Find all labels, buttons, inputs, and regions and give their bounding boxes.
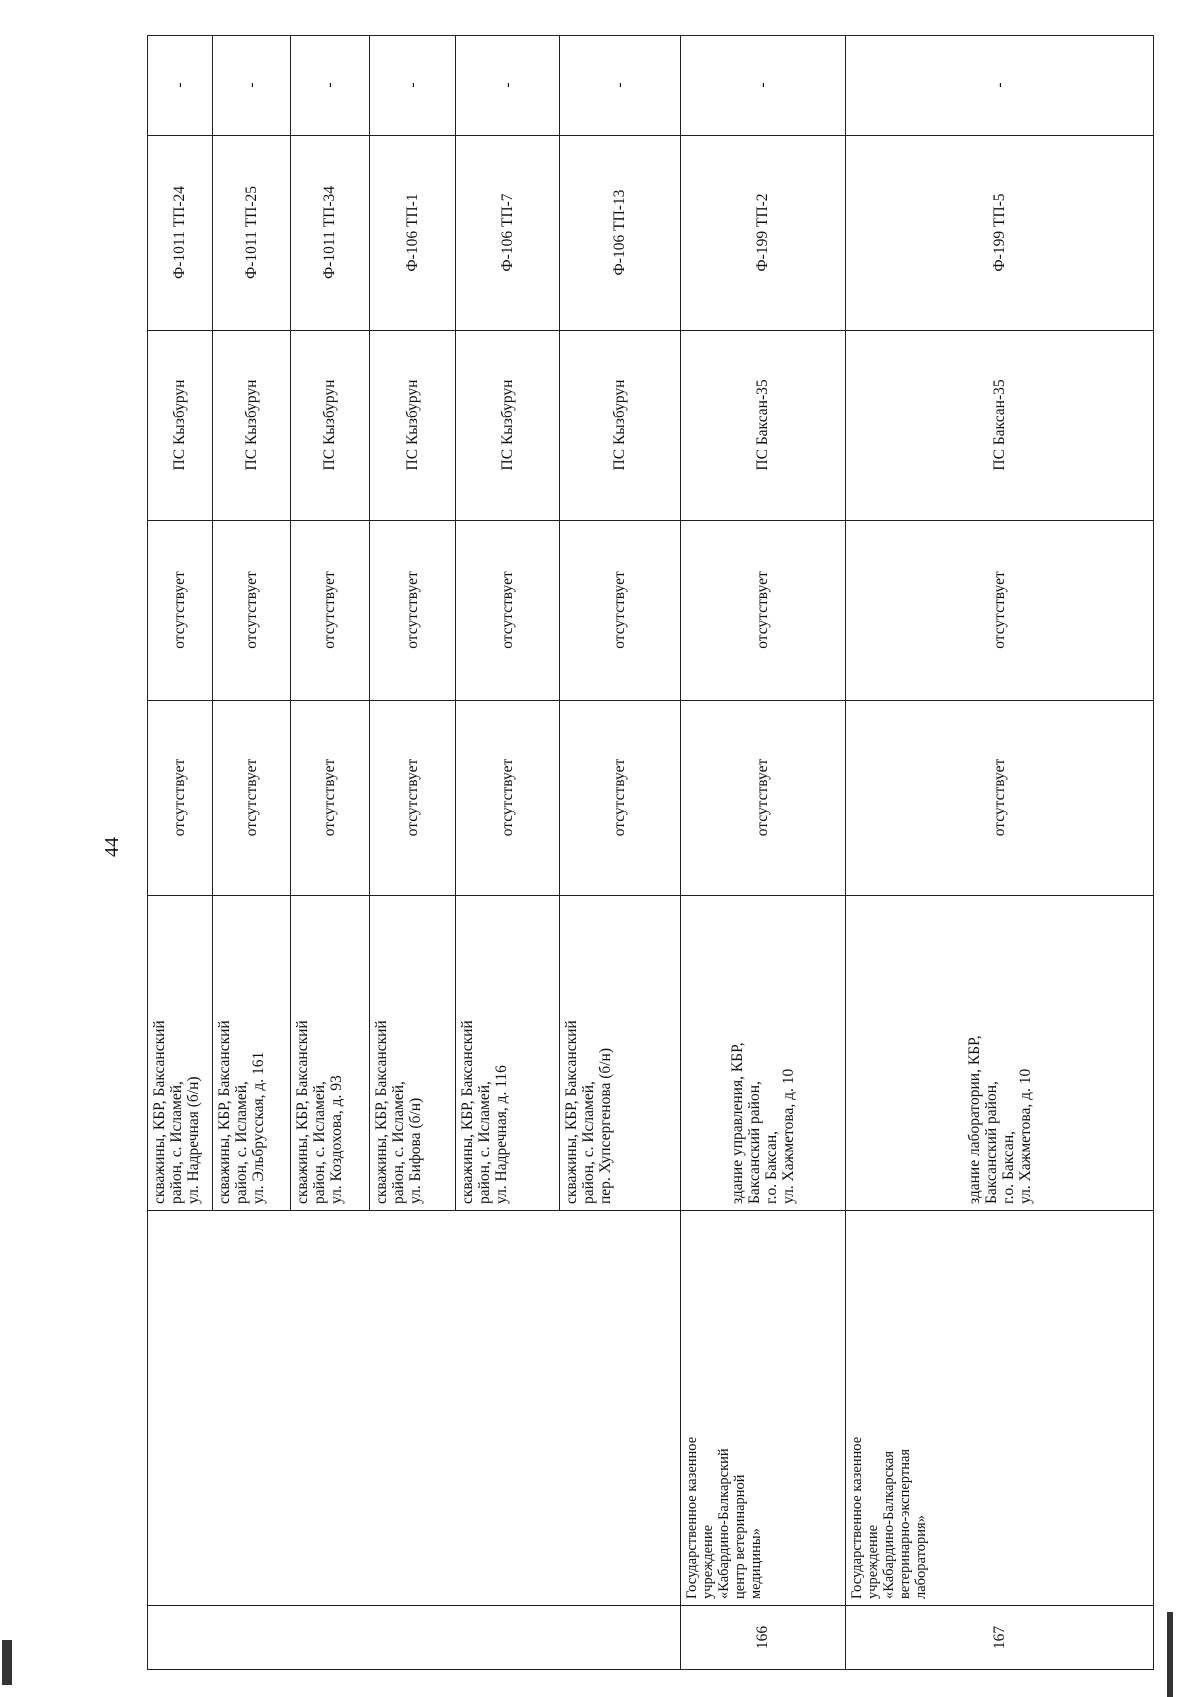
table-cell-c4: отсутствует — [611, 571, 628, 649]
table-cell-c4: отсутствует — [754, 571, 771, 649]
document-table — [147, 35, 1154, 1670]
table-cell-last: - — [403, 82, 421, 88]
table-cell-substation: ПС Кызбурун — [611, 379, 628, 471]
page-number: 44 — [101, 837, 123, 857]
table-cell-org: Государственное казенное учреждение «Кабардино-Балкарская ветеринарно-экспертная лаборатория» — [849, 1436, 929, 1599]
table-cell-c4: отсутствует — [321, 571, 338, 649]
table-cell-c5: отсутствует — [403, 758, 421, 837]
table-cell-feeder: Ф-1011 ТП-25 — [242, 185, 260, 280]
table-cell-last: - — [754, 82, 771, 88]
table-cell-c4: отсутствует — [403, 571, 421, 649]
table-cell-c5: отсутствует — [321, 758, 338, 837]
table-cell-c5: отсутствует — [754, 758, 771, 837]
scan-artifact — [2, 1640, 12, 1685]
table-cell-object: скважины, КБР, Баксанский район, с. Исламей, ул. Бифова (б/н) — [373, 1020, 424, 1204]
table-cell-substation: ПС Баксан-35 — [754, 379, 771, 471]
table-cell-num: 166 — [754, 1625, 771, 1650]
table-cell-feeder: Ф-106 ТП-7 — [498, 193, 516, 272]
table-cell-substation: ПС Кызбурун — [171, 379, 188, 471]
table-cell-last: - — [242, 82, 260, 88]
table-cell-object: скважины, КБР, Баксанский район, с. Исламей, ул. Надречная (б/н) — [151, 1020, 202, 1204]
table-cell-feeder: Ф-199 ТП-2 — [754, 193, 771, 272]
table-cell-object: скважины, КБР, Баксанский район, с. Исламей, ул. Надречная, д. 116 — [459, 1020, 510, 1204]
table-cell-c5: отсутствует — [611, 758, 628, 837]
table-cell-feeder: Ф-199 ТП-5 — [991, 193, 1008, 272]
table-cell-feeder: Ф-1011 ТП-24 — [171, 185, 188, 280]
table-cell-substation: ПС Баксан-35 — [991, 379, 1008, 471]
table-cell-last: - — [171, 82, 188, 88]
table-cell-substation: ПС Кызбурун — [321, 379, 338, 471]
table-cell-substation: ПС Кызбурун — [242, 379, 260, 471]
table-cell-c4: отсутствует — [991, 571, 1008, 649]
table-cell-c4: отсутствует — [498, 571, 516, 649]
table-cell-c5: отсутствует — [498, 758, 516, 837]
table-cell-c4: отсутствует — [171, 571, 188, 649]
scan-artifact — [1167, 1612, 1173, 1697]
table-cell-last: - — [991, 82, 1008, 88]
table-cell-last: - — [611, 82, 628, 88]
table-cell-substation: ПС Кызбурун — [498, 379, 516, 471]
table-cell-object: здание лаборатории, КБР, Баксанский район, г.о. Баксан, ул. Хажметова, д. 10 — [965, 1035, 1034, 1204]
table-cell-c5: отсутствует — [242, 758, 260, 837]
table-cell-object: скважины, КБР, Баксанский район, с. Исламей, пер. Хупсергенова (б/н) — [563, 1020, 614, 1204]
table-cell-c5: отсутствует — [991, 758, 1008, 837]
table-cell-c5: отсутствует — [171, 758, 188, 837]
table-cell-object: скважины, КБР, Баксанский район, с. Исламей, ул. Коздохова, д. 93 — [294, 1020, 345, 1204]
table-cell-c4: отсутствует — [242, 571, 260, 649]
table-cell-feeder: Ф-106 ТП-13 — [611, 189, 628, 276]
table-cell-last: - — [498, 82, 516, 88]
table-cell-feeder: Ф-106 ТП-1 — [403, 193, 421, 272]
table-cell-num: 167 — [991, 1625, 1008, 1650]
table-cell-substation: ПС Кызбурун — [403, 379, 421, 471]
table-cell-last: - — [321, 82, 338, 88]
table-cell-object: скважины, КБР, Баксанский район, с. Исламей, ул. Эльбрусская, д. 161 — [216, 1020, 267, 1204]
table-cell-org: Государственное казенное учреждение «Кабардино-Балкарский центр ветеринарной медицины» — [684, 1436, 764, 1599]
table-cell-object: здание управления, КБР, Баксанский район, г.о. Баксан, ул. Хажметова, д. 10 — [728, 1042, 797, 1204]
table-cell-feeder: Ф-1011 ТП-34 — [321, 185, 338, 280]
